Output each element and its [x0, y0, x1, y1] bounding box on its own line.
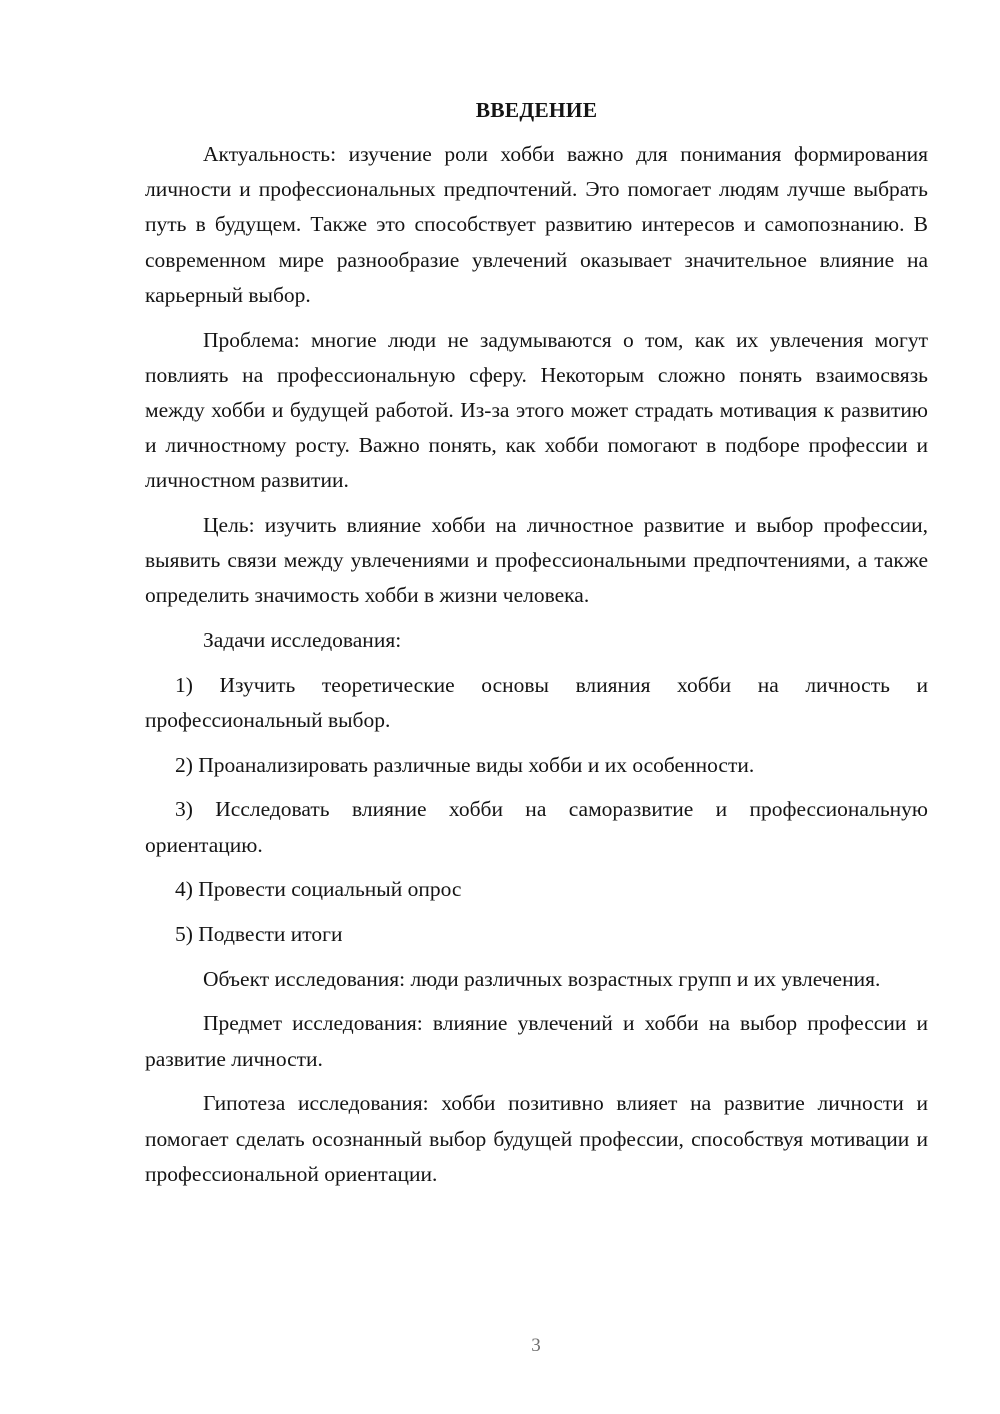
task-item-1: 1) Изучить теоретические основы влияния хобби на личность и профессиональный выбор.	[145, 672, 928, 733]
task-item-5: 5) Подвести итоги	[175, 922, 343, 947]
paragraph-subject: Предмет исследования: влияние увлечений и хобби на выбор профессии и развитие личности.	[145, 1011, 928, 1071]
task-item-4: 4) Провести социальный опрос	[175, 877, 462, 902]
task-item-3: 3) Исследовать влияние хобби на саморазвитие и профессиональную ориентацию.	[145, 797, 928, 857]
paragraph-relevance: Актуальность: изучение роли хобби важно для понимания формирования личности и профессиональных предпочтений. Это помогает людям лучше выбрать путь в будущем. Также это способствует развитию интересов и самопознанию. В современном мире разнообразие увлечений оказывает значительное влияние на карьерный выбор.	[145, 142, 928, 307]
page-title: ВВЕДЕНИЕ	[475, 98, 598, 122]
paragraph-goal: Цель: изучить влияние хобби на личностное развитие и выбор профессии, выявить связи между увлечениями и профессиональными предпочтениями, а также определить значимость хобби в жизни человека.	[145, 513, 928, 608]
tasks-heading: Задачи исследования:	[203, 628, 402, 653]
paragraph-problem: Проблема: многие люди не задумываются о том, как их увлечения могут повлиять на профессиональную сферу. Некоторым сложно понять взаимосвязь между хобби и будущей работой. Из-за этого может страдать мотивация к развитию и личностному росту. Важно понять, как хобби помогают в подборе профессии и личностном развитии.	[145, 327, 928, 493]
task-item-2: 2) Проанализировать различные виды хобби и их особенности.	[175, 752, 755, 777]
page-number: 3	[531, 1335, 541, 1356]
paragraph-hypothesis: Гипотеза исследования: хобби позитивно влияет на развитие личности и помогает сделать осознанный выбор будущей профессии, способствуя мотивации и профессиональной ориентации.	[145, 1091, 928, 1186]
paragraph-object: Объект исследования: люди различных возрастных групп и их увлечения.	[203, 966, 881, 991]
page-body	[145, 95, 928, 1192]
